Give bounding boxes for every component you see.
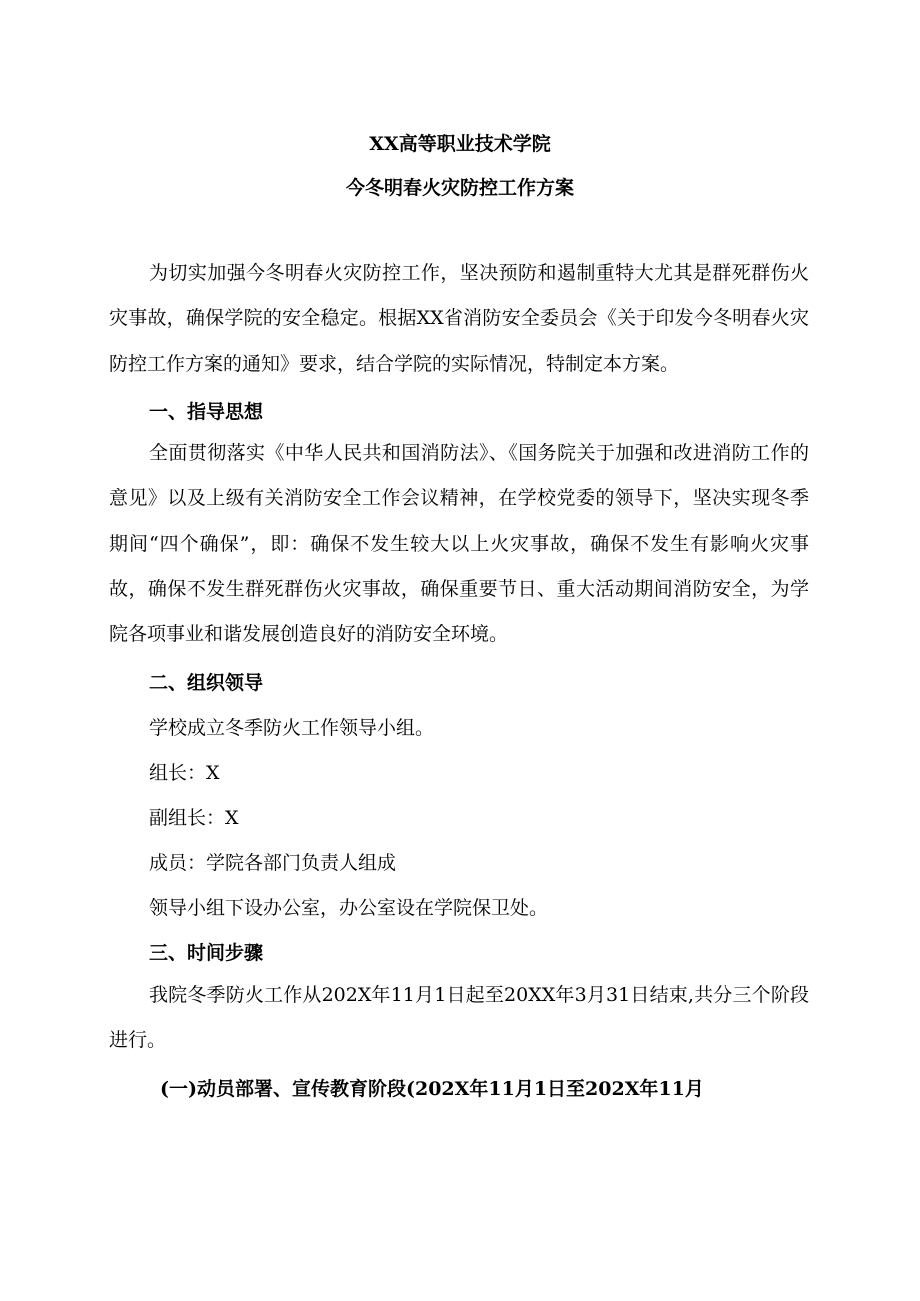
section3-subheading-1: (一)动员部署、宣传教育阶段(202X年11月1日至202X年11月 xyxy=(160,1078,704,1100)
section3-heading: 三、时间步骤 xyxy=(149,942,264,964)
section1-paragraph: 全面贯彻落实《中华人民共和国消防法》、《国务院关于加强和改进消防工作的意见》以及上级有关消防安全工作会议精神，在学校党委的领导下，坚决实现冬季期间“四个确保”，即：确保不发生较大以上火灾事故，确保不发生有影响火灾事故，确保不发生群死群伤火灾事故，确保重要节日、重大活动期间消防安全，为学院各项事业和谐发展创造良好的消防安全环境。 xyxy=(109,442,809,646)
section3-paragraph: 我院冬季防火工作从202X年11月1日起至20XX年3月31日结束,共分三个阶段进行。 xyxy=(109,984,809,1052)
section2-line-group: 学校成立冬季防火工作领导小组。 xyxy=(149,717,435,739)
document-title-line1: XX高等职业技术学院 xyxy=(369,133,551,155)
section2-line-leader: 组长：X xyxy=(149,762,220,784)
section2-line-deputy: 副组长：X xyxy=(149,807,239,829)
section2-heading: 二、组织领导 xyxy=(149,672,264,694)
document-title-line2: 今冬明春火灾防控工作方案 xyxy=(345,177,574,199)
section1-heading: 一、指导思想 xyxy=(149,401,264,423)
intro-paragraph: 为切实加强今冬明春火灾防控工作，坚决预防和遏制重特大尤其是群死群伤火灾事故，确保学院的安全稳定。根据XX省消防安全委员会《关于印发今冬明春火灾防控工作方案的通知》要求，结合学院的实际情况，特制定本方案。 xyxy=(109,262,809,375)
section2-line-members: 成员：学院各部门负责人组成 xyxy=(149,852,397,874)
section2-line-office: 领导小组下设办公室，办公室设在学院保卫处。 xyxy=(149,897,549,919)
